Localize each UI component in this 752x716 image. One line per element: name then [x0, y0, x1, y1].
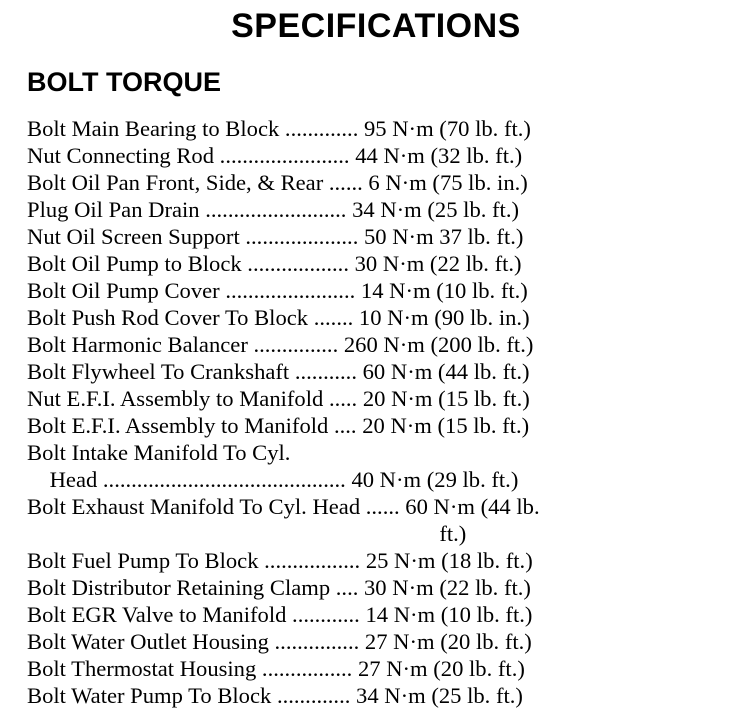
spec-line: Bolt Harmonic Balancer ............... 260 N·m (200 lb. ft.) [27, 332, 534, 357]
spec-line: Bolt Fuel Pump To Block ................. 25 N·m (18 lb. ft.) [27, 548, 533, 573]
spec-line: Bolt Oil Pump to Block .................. 30 N·m (22 lb. ft.) [27, 251, 522, 276]
spec-line: Bolt Water Outlet Housing ............... 27 N·m (20 lb. ft.) [27, 629, 532, 654]
spec-line: Bolt Oil Pump Cover ....................... 14 N·m (10 lb. ft.) [27, 278, 528, 303]
spec-line: Plug Oil Pan Drain ......................... 34 N·m (25 lb. ft.) [27, 197, 520, 222]
spec-line: Bolt Oil Pan Front, Side, & Rear ...... 6 N·m (75 lb. in.) [27, 170, 528, 195]
spec-line: Bolt Main Bearing to Block ............. 95 N·m (70 lb. ft.) [27, 116, 531, 141]
torque-spec-list [27, 115, 727, 709]
spec-line: Bolt Thermostat Housing ................ 27 N·m (20 lb. ft.) [27, 656, 525, 681]
section-title: BOLT TORQUE [27, 67, 221, 97]
spec-line: Bolt E.F.I. Assembly to Manifold .... 20 N·m (15 lb. ft.) [27, 413, 530, 438]
spec-line: Bolt Water Pump To Block ............. 34 N·m (25 lb. ft.) [27, 683, 523, 708]
spec-line: Nut Connecting Rod ....................... 44 N·m (32 lb. ft.) [27, 143, 523, 168]
spec-line: Nut E.F.I. Assembly to Manifold ..... 20 N·m (15 lb. ft.) [27, 386, 530, 411]
spec-line: Bolt Intake Manifold To Cyl. [27, 440, 291, 465]
spec-line: Bolt Exhaust Manifold To Cyl. Head ...... 60 N·m (44 lb. [27, 494, 540, 519]
spec-line: Bolt Distributor Retaining Clamp .... 30 N·m (22 lb. ft.) [27, 575, 531, 600]
spec-line: Bolt Flywheel To Crankshaft ........... 60 N·m (44 lb. ft.) [27, 359, 530, 384]
page-title: SPECIFICATIONS [231, 7, 521, 45]
spec-line: Nut Oil Screen Support .................... 50 N·m 37 lb. ft.) [27, 224, 524, 249]
spec-line: Bolt Push Rod Cover To Block ....... 10 N·m (90 lb. in.) [27, 305, 530, 330]
spec-line: Head ........................................... 40 N·m (29 lb. ft.) [27, 467, 519, 492]
spec-line: Bolt EGR Valve to Manifold ............ 14 N·m (10 lb. ft.) [27, 602, 533, 627]
spec-line: ft.) [27, 521, 467, 546]
